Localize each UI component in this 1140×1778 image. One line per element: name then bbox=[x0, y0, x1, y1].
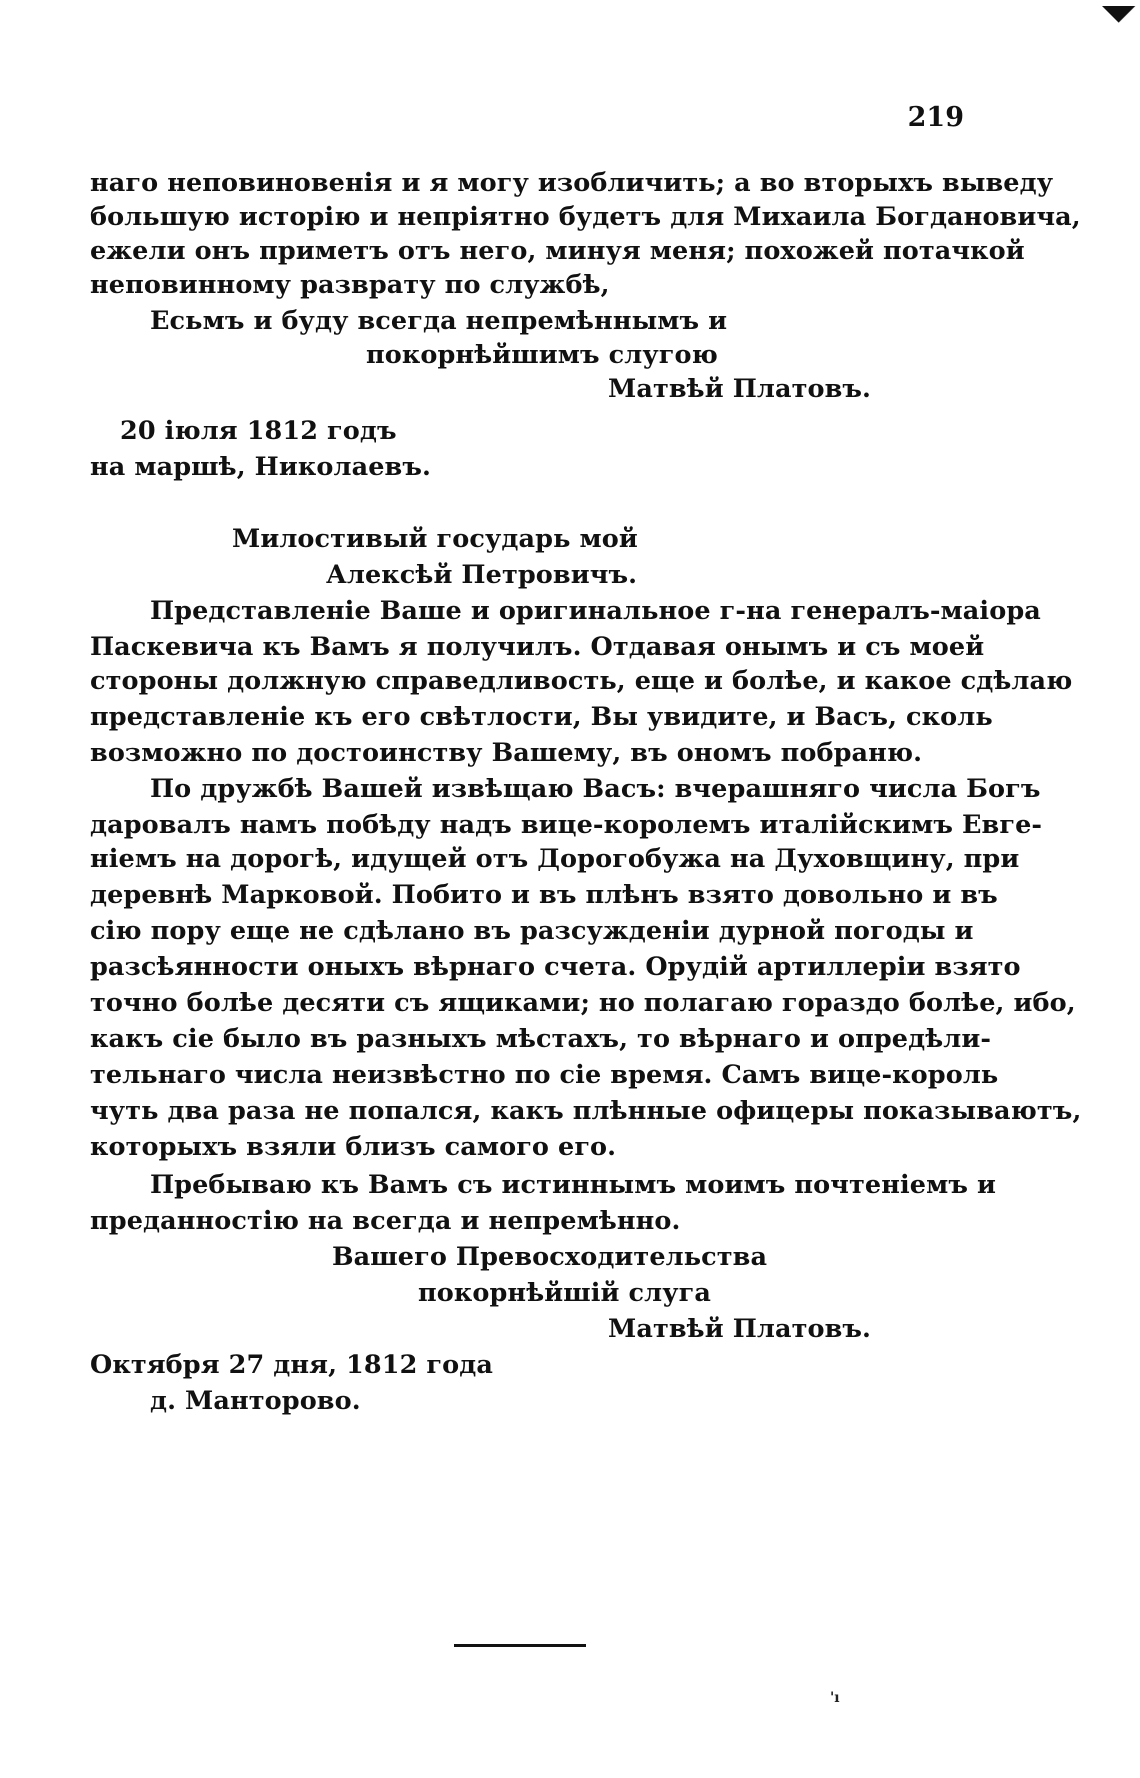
paragraph-line: деревнѣ Марковой. Побито и въ плѣнъ взято довольно и въ bbox=[90, 880, 998, 910]
closing-line: покорнѣйшимъ слугою bbox=[366, 340, 718, 370]
paragraph-line: возможно по достоинству Вашему, въ ономъ побраню. bbox=[90, 738, 923, 768]
paragraph-line: Паскевича къ Вамъ я получилъ. Отдавая онымъ и съ моей bbox=[90, 632, 985, 662]
paragraph-line: разсѣянности оныхъ вѣрнаго счета. Орудій артиллеріи взято bbox=[90, 952, 1021, 982]
paragraph-line: какъ сіе было въ разныхъ мѣстахъ, то вѣрнаго и опредѣли- bbox=[90, 1024, 992, 1054]
paragraph-line: сію пору еще не сдѣлано въ разсужденіи дурной погоды и bbox=[90, 916, 974, 946]
paragraph-line: стороны должную справедливость, еще и болѣе, и какое сдѣлаю bbox=[90, 666, 1073, 696]
section-divider bbox=[454, 1644, 586, 1647]
paragraph-line: точно болѣе десяти съ ящиками; но полагаю гораздо болѣе, ибо, bbox=[90, 988, 1076, 1018]
paragraph-line: представленіе къ его свѣтлости, Вы увидите, и Васъ, сколь bbox=[90, 702, 993, 732]
paragraph-line: Представленіе Ваше и оригинальное г-на генералъ-маіора bbox=[150, 596, 1041, 626]
salutation-line: Алексѣй Петровичъ. bbox=[326, 560, 638, 590]
paragraph-line: По дружбѣ Вашей извѣщаю Васъ: вчерашняго числа Богъ bbox=[150, 774, 1041, 804]
paragraph-line: ніемъ на дорогѣ, идущей отъ Дорогобужа на Духовщину, при bbox=[90, 844, 1020, 874]
date-line: 20 іюля 1812 годъ bbox=[120, 416, 397, 446]
text-line: ежели онъ приметъ отъ него, минуя меня; похожей потачкой bbox=[90, 236, 1025, 266]
paragraph-line: Пребываю къ Вамъ съ истиннымъ моимъ почтеніемъ и bbox=[150, 1170, 996, 1200]
text-line: неповинному разврату по службѣ, bbox=[90, 270, 610, 300]
paragraph-line: чуть два раза не попался, какъ плѣнные офицеры показываютъ, bbox=[90, 1096, 1082, 1126]
paragraph-line: которыхъ взяли близъ самого его. bbox=[90, 1132, 617, 1162]
text-line: наго неповиновенія и я могу изобличить; а во вторыхъ выведу bbox=[90, 168, 1054, 198]
salutation-line: Милостивый государь мой bbox=[232, 524, 638, 554]
signature: Матвѣй Платовъ. bbox=[608, 374, 872, 404]
closing-line: покорнѣйшій слуга bbox=[418, 1278, 711, 1308]
closing-line: Есьмъ и буду всегда непремѣннымъ и bbox=[150, 306, 728, 336]
date-line: Октября 27 дня, 1812 года bbox=[90, 1350, 493, 1380]
page-number: 219 bbox=[907, 102, 964, 133]
text-line: большую исторію и непріятно будетъ для Михаила Богдановича, bbox=[90, 202, 1081, 232]
place-line: д. Манторово. bbox=[150, 1386, 361, 1416]
paragraph-line: преданностію на всегда и непремѣнно. bbox=[90, 1206, 681, 1236]
print-speck: 'ı bbox=[830, 1690, 840, 1706]
page-corner-mark bbox=[1102, 6, 1136, 40]
paragraph-line: тельнаго числа неизвѣстно по сіе время. Самъ вице-король bbox=[90, 1060, 999, 1090]
paragraph-line: даровалъ намъ побѣду надъ вице-королемъ италійскимъ Евге- bbox=[90, 810, 1043, 840]
place-line: на маршѣ, Николаевъ. bbox=[90, 452, 431, 482]
signature: Матвѣй Платовъ. bbox=[608, 1314, 872, 1344]
closing-line: Вашего Превосходительства bbox=[332, 1242, 768, 1272]
